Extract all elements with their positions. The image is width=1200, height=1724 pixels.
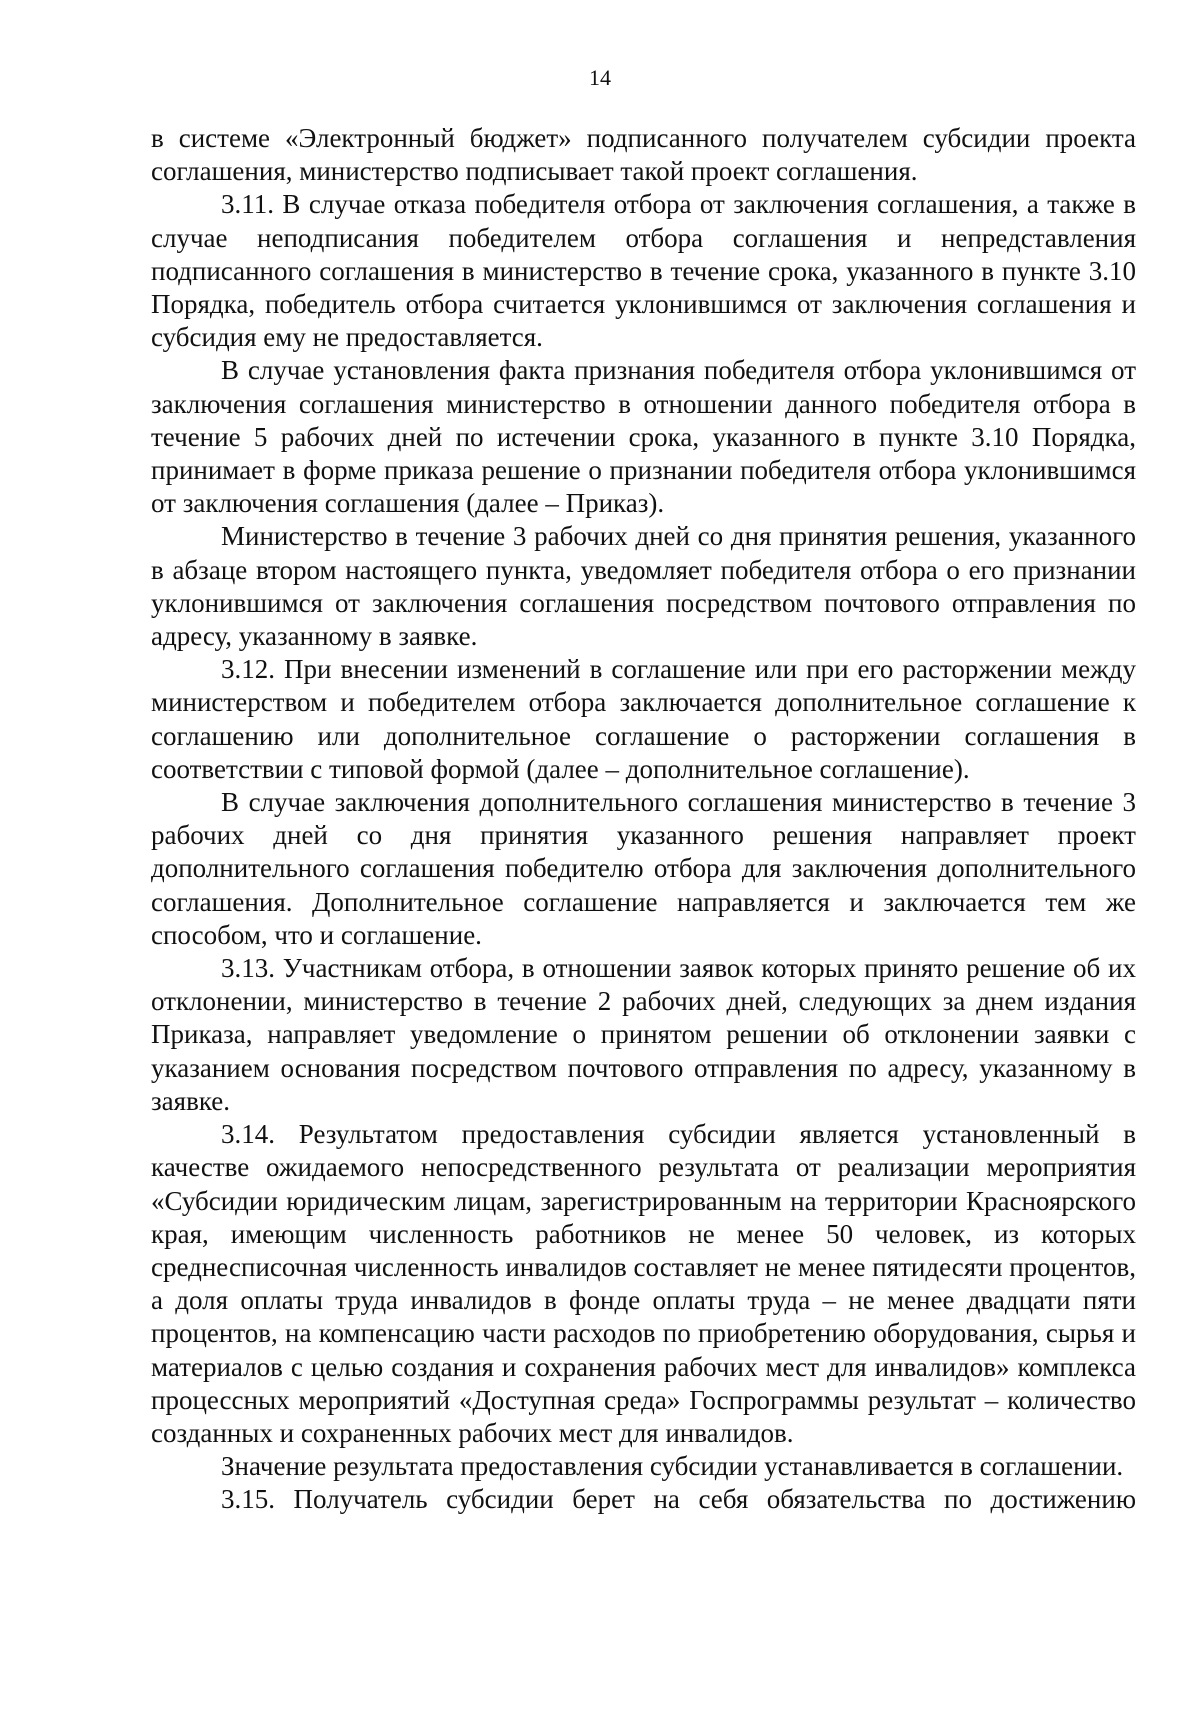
paragraph-3-15: 3.15. Получатель субсидии берет на себя обязательства по достижению bbox=[221, 1484, 1136, 1515]
document-body bbox=[151, 122, 1136, 1517]
page-number: 14 bbox=[589, 65, 611, 90]
paragraph-3-11: 3.11. В случае отказа победителя отбора от заключения соглашения, а также в случае неподписания победителем отбора соглашения и непредставления подписанного соглашения в министерство в течение срока, указанного в пункте 3.10 Порядка, победитель отбора считается уклонившимся от заключения соглашения и субсидия ему не предоставляется. bbox=[151, 189, 1136, 353]
paragraph-3-14: 3.14. Результатом предоставления субсидии является установленный в качестве ожидаемого непосредственного результата от реализации мероприятия «Субсидии юридическим лицам, зарегистрированным на территории Красноярского края, имеющим численность работников не менее 50 человек, из которых среднесписочная численность инвалидов составляет не менее пятидесяти процентов, а доля оплаты труда инвалидов в фонде оплаты труда – не менее двадцати пяти процентов, на компенсацию части расходов по приобретению оборудования, сырья и материалов с целью создания и сохранения рабочих мест для инвалидов» комплекса процессных мероприятий «Доступная среда» Госпрограммы результат – количество созданных и сохраненных рабочих мест для инвалидов. bbox=[151, 1119, 1136, 1448]
paragraph: Значение результата предоставления субсидии устанавливается в соглашении. bbox=[221, 1451, 1124, 1482]
paragraph: В случае установления факта признания победителя отбора уклонившимся от заключения соглашения министерство в отношении данного победителя отбора в течение 5 рабочих дней по истечении срока, указанного в пункте 3.10 Порядка, принимает в форме приказа решение о признании победителя отбора уклонившимся от заключения соглашения (далее – Приказ). bbox=[151, 355, 1136, 519]
paragraph: Министерство в течение 3 рабочих дней со дня принятия решения, указанного в абзаце втором настоящего пункта, уведомляет победителя отбора о его признании уклонившимся от заключения соглашения посредством почтового отправления по адресу, указанному в заявке. bbox=[151, 521, 1136, 652]
paragraph-3-13: 3.13. Участникам отбора, в отношении заявок которых принято решение об их отклонении, министерство в течение 2 рабочих дней, следующих за днем издания Приказа, направляет уведомление о принятом решении об отклонении заявки с указанием основания посредством почтового отправления по адресу, указанному в заявке. bbox=[151, 953, 1136, 1116]
paragraph: в системе «Электронный бюджет» подписанного получателем субсидии проекта соглашения, министерство подписывает такой проект соглашения. bbox=[151, 123, 1136, 187]
paragraph-3-12: 3.12. При внесении изменений в соглашение или при его расторжении между министерством и победителем отбора заключается дополнительное соглашение к соглашению или дополнительное соглашение о расторжении соглашения в соответствии с типовой формой (далее – дополнительное соглашение). bbox=[151, 654, 1136, 784]
paragraph: В случае заключения дополнительного соглашения министерство в течение 3 рабочих дней со дня принятия указанного решения направляет проект дополнительного соглашения победителю отбора для заключения дополнительного соглашения. Дополнительное соглашение направляется и заключается тем же способом, что и соглашение. bbox=[151, 787, 1136, 950]
